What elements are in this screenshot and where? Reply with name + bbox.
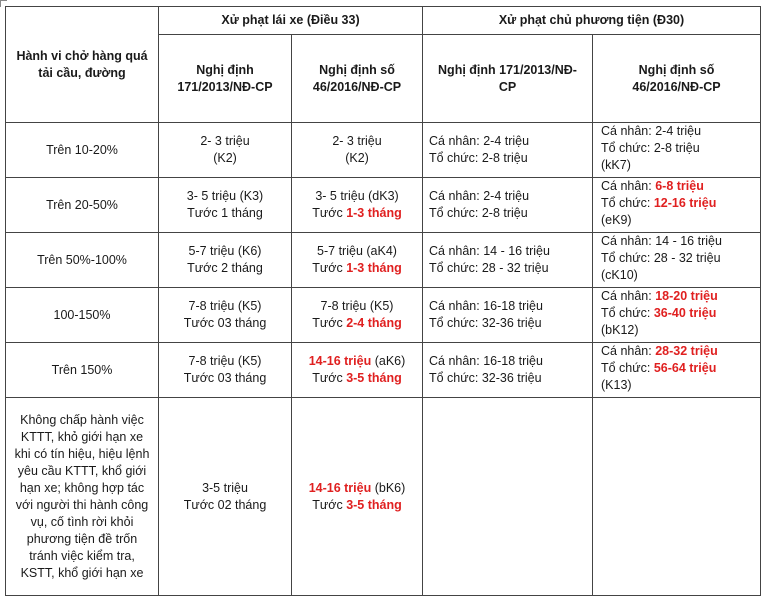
owner-46-cell-line — [601, 377, 757, 394]
owner-171-cell-line: Tổ chức: 32-36 triệu — [429, 371, 542, 385]
driver-171-cell-line: 7-8 triệu (K5) — [188, 299, 262, 313]
table-row — [6, 233, 761, 288]
driver-46-cell-line — [295, 205, 419, 222]
value-text: Tổ chức: — [601, 361, 654, 375]
driver-46-cell-line — [295, 260, 419, 277]
owner-171-cell — [423, 288, 593, 343]
value-text: (aK6) — [371, 354, 406, 368]
highlight-value: 28-32 triệu — [655, 344, 718, 358]
owner-46-cell-line — [601, 305, 757, 322]
value-text: (bK12) — [601, 323, 639, 337]
driver-171-cell-line: 7-8 triệu (K5) — [188, 354, 262, 368]
highlight-value: 36-40 triệu — [653, 306, 717, 320]
value-text: Cá nhân: — [601, 289, 656, 303]
owner-46-cell — [593, 123, 761, 178]
value-text: 7-8 triệu (K5) — [320, 299, 394, 313]
behavior-cell: Trên 10-20% — [6, 123, 159, 178]
value-text: Cá nhân: 14 - 16 triệu — [601, 234, 722, 248]
owner-46-cell-line — [601, 123, 757, 140]
value-text: (kK7) — [601, 158, 631, 172]
value-text: (K2) — [345, 151, 369, 165]
driver-171-cell-line: 3-5 triệu — [202, 480, 248, 495]
value-text: Tổ chức: 2-8 triệu — [601, 141, 700, 155]
highlight-value: 18-20 triệu — [655, 289, 718, 303]
highlight-value: 3-5 tháng — [346, 371, 402, 385]
owner-46-cell-line — [601, 250, 757, 267]
value-text: Tước — [312, 206, 347, 220]
driver-171-cell-line: 3- 5 triệu (K3) — [186, 189, 264, 203]
highlight-value: 6-8 triệu — [655, 179, 704, 193]
driver-171-cell — [159, 233, 292, 288]
highlight-value: 3-5 tháng — [346, 497, 402, 512]
header-driver-penalty: Xử phạt lái xe (Điều 33) — [159, 7, 423, 35]
driver-171-cell — [159, 178, 292, 233]
owner-46-cell-line — [601, 178, 757, 195]
owner-46-cell-line — [601, 360, 757, 377]
driver-171-cell-line: Tước 03 tháng — [183, 316, 267, 330]
driver-46-cell-line — [295, 243, 419, 260]
highlight-value: 1-3 tháng — [346, 261, 402, 275]
owner-171-cell — [423, 178, 593, 233]
value-text: 5-7 triệu (aK4) — [317, 244, 397, 258]
owner-171-cell-line: Cá nhân: 2-4 triệu — [429, 134, 530, 148]
driver-46-cell — [292, 178, 423, 233]
owner-171-cell-line: Cá nhân: 2-4 triệu — [429, 189, 530, 203]
driver-171-cell-line: Tước 02 tháng — [183, 497, 267, 512]
table-row — [6, 398, 761, 596]
value-text: 3- 5 triệu (dK3) — [315, 189, 399, 203]
value-text: 2- 3 triệu — [332, 134, 382, 148]
owner-171-cell-line: Tổ chức: 32-36 triệu — [429, 316, 542, 330]
driver-46-cell-line — [295, 370, 419, 387]
owner-171-cell — [423, 233, 593, 288]
header-owner-decree-171: Nghị định 171/2013/NĐ-CP — [423, 35, 593, 123]
driver-171-cell — [159, 123, 292, 178]
header-driver-decree-171: Nghị định 171/2013/NĐ-CP — [159, 35, 292, 123]
highlight-value: 12-16 triệu — [653, 196, 717, 210]
driver-46-cell-line — [295, 480, 419, 497]
driver-46-cell — [292, 288, 423, 343]
owner-46-cell — [593, 398, 761, 596]
highlight-value: 56-64 triệu — [653, 361, 717, 375]
highlight-value: 2-4 tháng — [346, 316, 402, 330]
owner-46-cell-line — [601, 267, 757, 284]
value-text: Tước — [312, 316, 347, 330]
value-text: Tổ chức: 28 - 32 triệu — [601, 251, 721, 265]
value-text: Cá nhân: — [601, 179, 656, 193]
highlight-value: 14-16 triệu — [308, 354, 372, 368]
driver-171-cell — [159, 398, 292, 596]
owner-46-cell — [593, 178, 761, 233]
owner-171-cell — [423, 343, 593, 398]
value-text: (cK10) — [601, 268, 638, 282]
driver-46-cell-line — [295, 188, 419, 205]
header-behavior: Hành vi chở hàng quá tải cầu, đường — [6, 7, 159, 123]
owner-171-cell-line: Cá nhân: 14 - 16 triệu — [429, 244, 550, 258]
owner-46-cell-line — [601, 212, 757, 229]
header-owner-penalty: Xử phạt chủ phương tiện (Đ30) — [423, 7, 761, 35]
table-row — [6, 123, 761, 178]
driver-46-cell-line — [295, 497, 419, 514]
driver-171-cell-line: 2- 3 triệu — [200, 134, 250, 148]
driver-171-cell-line: Tước 03 tháng — [183, 371, 267, 385]
driver-171-cell — [159, 288, 292, 343]
owner-171-cell-line: Tổ chức: 28 - 32 triệu — [429, 261, 549, 275]
owner-46-cell — [593, 288, 761, 343]
driver-46-cell-line — [295, 150, 419, 167]
table-row — [6, 288, 761, 343]
highlight-value: 1-3 tháng — [346, 206, 402, 220]
header-owner-decree-46: Nghị định số 46/2016/NĐ-CP — [593, 35, 761, 123]
value-text: Tổ chức: — [601, 196, 654, 210]
behavior-cell: Trên 150% — [6, 343, 159, 398]
behavior-cell: Không chấp hành việc KTTT, khỏ giới hạn xe khi có tín hiệu, hiệu lệnh yêu cầu KTTT, khổ giới hạn xe; không hợp tác với người thi hành công vụ, cố tình rời khỏi phương tiện đề trốn tránh việc kiểm tra, KSTT, khổ giới hạn xe — [6, 398, 159, 596]
driver-46-cell-line — [295, 353, 419, 370]
behavior-cell: Trên 50%-100% — [6, 233, 159, 288]
driver-46-cell — [292, 343, 423, 398]
driver-171-cell-line: 5-7 triệu (K6) — [188, 244, 262, 258]
owner-46-cell-line — [601, 322, 757, 339]
value-text: Tước — [312, 371, 347, 385]
driver-46-cell — [292, 233, 423, 288]
value-text: Tổ chức: — [601, 306, 654, 320]
owner-171-cell-line: Cá nhân: 16-18 triệu — [429, 299, 543, 313]
value-text: Tước — [312, 261, 347, 275]
driver-46-cell-line — [295, 298, 419, 315]
highlight-value: 14-16 triệu — [308, 480, 372, 495]
owner-171-cell-line: Tổ chức: 2-8 triệu — [429, 206, 528, 220]
value-text: Cá nhân: 2-4 triệu — [601, 124, 702, 138]
value-text: (bK6) — [371, 480, 406, 495]
table-row — [6, 178, 761, 233]
driver-46-cell-line — [295, 133, 419, 150]
value-text: Cá nhân: — [601, 344, 656, 358]
driver-46-cell-line — [295, 315, 419, 332]
driver-171-cell-line: Tước 2 tháng — [187, 261, 263, 275]
owner-171-cell — [423, 398, 593, 596]
owner-46-cell-line — [601, 140, 757, 157]
owner-46-cell-line — [601, 288, 757, 305]
driver-46-cell — [292, 123, 423, 178]
driver-171-cell — [159, 343, 292, 398]
behavior-cell: Trên 20-50% — [6, 178, 159, 233]
owner-171-cell — [423, 123, 593, 178]
owner-46-cell — [593, 343, 761, 398]
header-driver-decree-46: Nghị định số 46/2016/NĐ-CP — [292, 35, 423, 123]
owner-46-cell-line — [601, 157, 757, 174]
table-row — [6, 343, 761, 398]
driver-171-cell-line: Tước 1 tháng — [187, 206, 263, 220]
driver-46-cell — [292, 398, 423, 596]
driver-171-cell-line: (K2) — [213, 151, 237, 165]
value-text: Tước — [312, 497, 347, 512]
owner-171-cell-line: Cá nhân: 16-18 triệu — [429, 354, 543, 368]
value-text: (K13) — [601, 378, 632, 392]
value-text: (eK9) — [601, 213, 632, 227]
owner-46-cell-line — [601, 233, 757, 250]
behavior-cell: 100-150% — [6, 288, 159, 343]
owner-46-cell-line — [601, 343, 757, 360]
owner-46-cell — [593, 233, 761, 288]
owner-171-cell-line: Tổ chức: 2-8 triệu — [429, 151, 528, 165]
penalty-table — [5, 6, 761, 596]
owner-46-cell-line — [601, 195, 757, 212]
